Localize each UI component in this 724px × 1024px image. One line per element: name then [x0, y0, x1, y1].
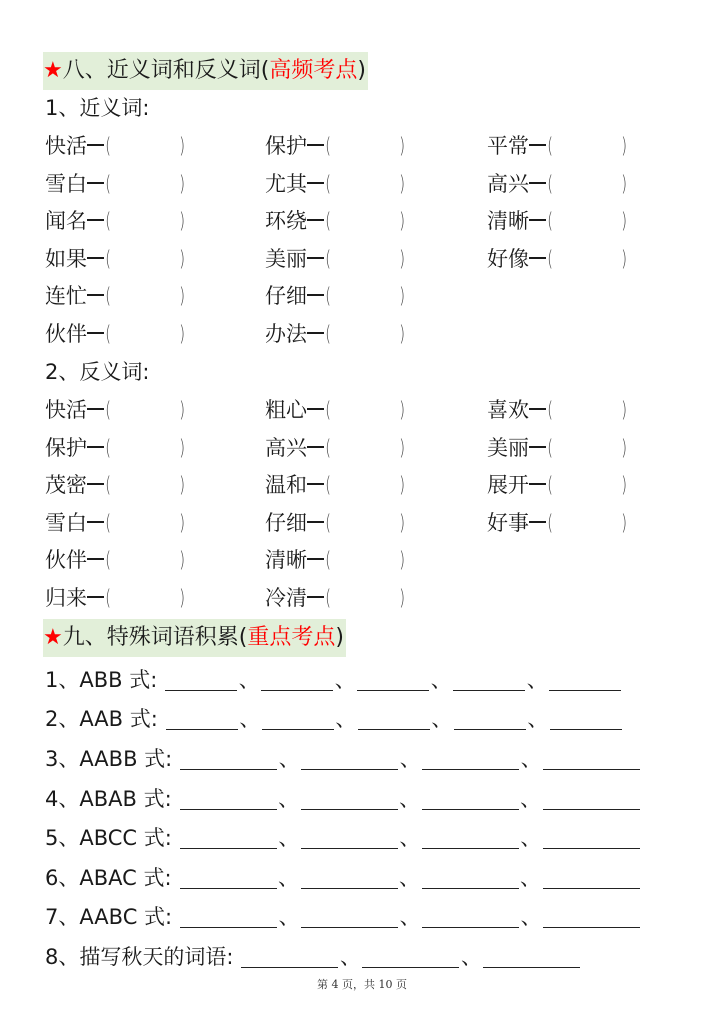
antonyms-pair	[265, 433, 406, 463]
paren-open: (	[105, 284, 111, 309]
synonyms-pair	[45, 319, 186, 349]
antonyms-pair	[45, 470, 186, 500]
synonyms-pair	[45, 281, 186, 311]
paren-open: (	[325, 510, 331, 535]
pattern-row	[45, 784, 640, 814]
answer-blank[interactable]	[301, 905, 398, 928]
dash	[87, 257, 104, 259]
answer-blank[interactable]	[301, 866, 398, 889]
answer-blank[interactable]	[301, 747, 398, 770]
paren-close: )	[621, 510, 628, 535]
dash	[307, 144, 324, 146]
pair-word: 保护	[265, 134, 307, 158]
pattern-row	[45, 863, 640, 893]
synonyms-pair	[487, 244, 628, 274]
dash	[529, 182, 546, 184]
paren-close: )	[399, 548, 406, 573]
paren-open: (	[325, 171, 331, 196]
section-8-highlight: 高频考点	[269, 58, 358, 83]
pair-word: 粗心	[265, 398, 307, 422]
section-9-header	[43, 619, 346, 657]
pattern-row	[45, 744, 640, 774]
answer-blank[interactable]	[362, 945, 459, 968]
paren-close: )	[621, 398, 628, 422]
synonyms-pair	[487, 169, 628, 199]
paren-close: )	[179, 134, 186, 158]
section-8-title: 八、近义词和反义词(	[62, 58, 270, 83]
antonyms-pair	[487, 508, 628, 538]
synonyms-pair	[45, 169, 186, 199]
pair-word: 清晰	[265, 548, 307, 573]
synonyms-pair	[265, 169, 406, 199]
antonyms-pair	[265, 395, 406, 425]
synonyms-pair	[487, 131, 628, 161]
synonyms-pair	[45, 131, 186, 161]
pair-word: 茂密	[45, 473, 87, 498]
paren-open: (	[325, 246, 331, 271]
separator: 、	[278, 866, 300, 890]
dash	[529, 219, 546, 221]
synonyms-pair	[265, 206, 406, 236]
antonyms-pair	[45, 545, 186, 575]
paren-open: (	[105, 548, 111, 573]
dash	[529, 446, 546, 448]
pair-word: 环绕	[265, 209, 307, 234]
separator: 、	[239, 707, 261, 731]
separator: 、	[278, 747, 300, 771]
section-9-title: 九、特殊词语积累(	[62, 625, 248, 650]
antonyms-pair	[45, 583, 186, 613]
paren-close: )	[179, 473, 186, 498]
section-9-close-paren: )	[335, 625, 344, 650]
dash	[87, 596, 104, 598]
paren-open: (	[105, 398, 111, 422]
dash	[87, 558, 104, 560]
paren-close: )	[399, 284, 406, 309]
pattern-label: 1、ABB 式:	[45, 668, 158, 692]
answer-blank[interactable]	[543, 787, 640, 810]
paren-close: )	[399, 435, 406, 460]
answer-blank[interactable]	[422, 747, 519, 770]
separator: 、	[460, 945, 482, 969]
separator: 、	[278, 905, 300, 929]
paren-open: (	[105, 586, 111, 610]
answer-blank[interactable]	[261, 668, 333, 691]
pair-word: 好事	[487, 510, 529, 535]
pair-word: 如果	[45, 246, 87, 271]
pair-word: 闻名	[45, 209, 87, 234]
paren-open: (	[105, 473, 111, 498]
paren-close: )	[179, 548, 186, 573]
pair-word: 仔细	[265, 510, 307, 535]
paren-open: (	[547, 171, 553, 196]
answer-blank[interactable]	[453, 668, 525, 691]
paren-open: (	[325, 398, 331, 422]
dash	[307, 483, 324, 485]
separator: 、	[526, 668, 548, 692]
antonyms-pair	[487, 470, 628, 500]
dash	[529, 257, 546, 259]
section-9-highlight: 重点考点	[247, 625, 336, 650]
pair-word: 平常	[487, 134, 529, 158]
answer-blank[interactable]	[357, 668, 429, 691]
separator: 、	[520, 866, 542, 890]
paren-close: )	[399, 209, 406, 234]
answer-blank[interactable]	[241, 945, 338, 968]
dash	[529, 408, 546, 410]
dash	[87, 408, 104, 410]
separator: 、	[399, 747, 421, 771]
paren-open: (	[105, 435, 111, 460]
separator: 、	[520, 747, 542, 771]
dash	[307, 558, 324, 560]
paren-close: )	[621, 134, 628, 158]
page-footer: 第 4 页，共 10 页	[317, 978, 407, 991]
star-icon: ★	[43, 625, 63, 650]
pair-word: 归来	[45, 586, 87, 610]
separator: 、	[399, 905, 421, 929]
answer-blank[interactable]	[165, 668, 237, 691]
answer-blank[interactable]	[358, 707, 430, 730]
synonyms-pair	[265, 319, 406, 349]
pair-word: 快活	[45, 398, 87, 422]
answer-blank[interactable]	[543, 747, 640, 770]
dash	[307, 408, 324, 410]
separator: 、	[399, 826, 421, 850]
separator: 、	[278, 787, 300, 811]
antonyms-pair	[265, 508, 406, 538]
answer-blank[interactable]	[180, 747, 277, 770]
pair-word: 伙伴	[45, 548, 87, 573]
separator: 、	[238, 668, 260, 692]
answer-blank[interactable]	[301, 826, 398, 849]
paren-open: (	[105, 171, 111, 196]
paren-close: )	[179, 246, 186, 271]
pair-word: 美丽	[487, 435, 529, 460]
separator: 、	[278, 826, 300, 850]
dash	[87, 521, 104, 523]
separator: 、	[430, 668, 452, 692]
synonyms-pair	[487, 206, 628, 236]
pair-word: 高兴	[487, 171, 529, 196]
pattern-label: 7、AABC 式:	[45, 905, 173, 929]
paren-close: )	[399, 171, 406, 196]
pattern-label: 2、AAB 式:	[45, 707, 158, 731]
answer-blank[interactable]	[422, 787, 519, 810]
antonyms-pair	[45, 395, 186, 425]
pattern-row	[45, 704, 622, 734]
pair-word: 清晰	[487, 209, 529, 234]
paren-close: )	[179, 322, 186, 346]
answer-blank[interactable]	[180, 826, 277, 849]
pair-word: 好像	[487, 246, 529, 271]
paren-close: )	[399, 322, 406, 346]
paren-open: (	[325, 322, 331, 346]
section-8-close-paren: )	[357, 58, 366, 83]
separator: 、	[334, 668, 356, 692]
pair-word: 冷清	[265, 586, 307, 610]
paren-close: )	[621, 473, 628, 498]
paren-open: (	[105, 246, 111, 271]
separator: 、	[339, 945, 361, 969]
synonyms-pair	[45, 206, 186, 236]
answer-blank[interactable]	[166, 707, 238, 730]
synonyms-pair	[265, 281, 406, 311]
dash	[87, 219, 104, 221]
pair-word: 高兴	[265, 435, 307, 460]
answer-blank[interactable]	[180, 787, 277, 810]
paren-open: (	[547, 510, 553, 535]
paren-open: (	[547, 134, 553, 158]
pair-word: 尤其	[265, 171, 307, 196]
answer-blank[interactable]	[483, 945, 580, 968]
paren-open: (	[547, 473, 553, 498]
paren-open: (	[325, 473, 331, 498]
dash	[307, 596, 324, 598]
pair-word: 办法	[265, 322, 307, 346]
separator: 、	[431, 707, 453, 731]
paren-close: )	[179, 284, 186, 309]
paren-close: )	[179, 171, 186, 196]
dash	[87, 446, 104, 448]
pattern-row	[45, 902, 640, 932]
dash	[529, 483, 546, 485]
dash	[307, 332, 324, 334]
paren-open: (	[325, 435, 331, 460]
paren-close: )	[399, 398, 406, 422]
paren-open: (	[325, 209, 331, 234]
paren-open: (	[105, 322, 111, 346]
antonyms-pair	[45, 508, 186, 538]
paren-close: )	[399, 473, 406, 498]
dash	[307, 257, 324, 259]
pattern-row	[45, 823, 640, 853]
pair-word: 伙伴	[45, 322, 87, 346]
paren-open: (	[547, 398, 553, 422]
antonyms-pair	[487, 433, 628, 463]
pair-word: 快活	[45, 134, 87, 158]
paren-close: )	[399, 510, 406, 535]
paren-close: )	[179, 510, 186, 535]
answer-blank[interactable]	[543, 905, 640, 928]
pair-word: 保护	[45, 435, 87, 460]
pair-word: 仔细	[265, 284, 307, 309]
synonyms-pair	[45, 244, 186, 274]
paren-close: )	[399, 586, 406, 610]
star-icon: ★	[43, 58, 63, 83]
paren-close: )	[179, 586, 186, 610]
paren-open: (	[325, 548, 331, 573]
separator: 、	[335, 707, 357, 731]
answer-blank[interactable]	[550, 707, 622, 730]
answer-blank[interactable]	[422, 866, 519, 889]
answer-blank[interactable]	[549, 668, 621, 691]
antonyms-pair	[265, 470, 406, 500]
answer-blank[interactable]	[543, 866, 640, 889]
antonyms-pair	[265, 545, 406, 575]
pair-word: 温和	[265, 473, 307, 498]
answer-blank[interactable]	[422, 826, 519, 849]
pattern-label: 6、ABAC 式:	[45, 866, 172, 890]
paren-open: (	[105, 134, 111, 158]
pair-word: 喜欢	[487, 398, 529, 422]
dash	[529, 521, 546, 523]
synonyms-pair	[265, 244, 406, 274]
separator: 、	[520, 826, 542, 850]
answer-blank[interactable]	[180, 866, 277, 889]
paren-open: (	[325, 284, 331, 309]
separator: 、	[399, 866, 421, 890]
dash	[307, 182, 324, 184]
pattern-row	[45, 665, 621, 695]
paren-close: )	[621, 435, 628, 460]
paren-open: (	[547, 435, 553, 460]
dash	[87, 332, 104, 334]
synonyms-heading: 1、近义词:	[45, 96, 150, 120]
dash	[87, 483, 104, 485]
dash	[529, 144, 546, 146]
dash	[87, 182, 104, 184]
paren-close: )	[399, 134, 406, 158]
pair-word: 雪白	[45, 171, 87, 196]
pattern-label: 8、描写秋天的词语:	[45, 945, 234, 969]
paren-close: )	[179, 209, 186, 234]
paren-close: )	[621, 209, 628, 234]
pattern-row	[45, 942, 580, 972]
answer-blank[interactable]	[262, 707, 334, 730]
dash	[307, 219, 324, 221]
dash	[307, 521, 324, 523]
synonyms-pair	[265, 131, 406, 161]
paren-open: (	[105, 510, 111, 535]
paren-close: )	[399, 246, 406, 271]
separator: 、	[527, 707, 549, 731]
antonyms-pair	[487, 395, 628, 425]
paren-open: (	[325, 134, 331, 158]
section-8-header	[43, 52, 368, 90]
dash	[307, 446, 324, 448]
pattern-label: 4、ABAB 式:	[45, 787, 172, 811]
pair-word: 展开	[487, 473, 529, 498]
paren-close: )	[621, 171, 628, 196]
pair-word: 美丽	[265, 246, 307, 271]
dash	[87, 144, 104, 146]
paren-open: (	[325, 586, 331, 610]
pair-word: 雪白	[45, 510, 87, 535]
paren-open: (	[547, 246, 553, 271]
separator: 、	[399, 787, 421, 811]
answer-blank[interactable]	[543, 826, 640, 849]
answer-blank[interactable]	[422, 905, 519, 928]
pair-word: 连忙	[45, 284, 87, 309]
paren-close: )	[179, 435, 186, 460]
answer-blank[interactable]	[454, 707, 526, 730]
answer-blank[interactable]	[301, 787, 398, 810]
dash	[307, 294, 324, 296]
pattern-label: 5、ABCC 式:	[45, 826, 172, 850]
pattern-label: 3、AABB 式:	[45, 747, 173, 771]
paren-open: (	[547, 209, 553, 234]
dash	[87, 294, 104, 296]
paren-close: )	[621, 246, 628, 271]
separator: 、	[520, 787, 542, 811]
answer-blank[interactable]	[180, 905, 277, 928]
antonyms-pair	[45, 433, 186, 463]
paren-close: )	[179, 398, 186, 422]
antonyms-heading: 2、反义词:	[45, 360, 150, 384]
paren-open: (	[105, 209, 111, 234]
separator: 、	[520, 905, 542, 929]
antonyms-pair	[265, 583, 406, 613]
